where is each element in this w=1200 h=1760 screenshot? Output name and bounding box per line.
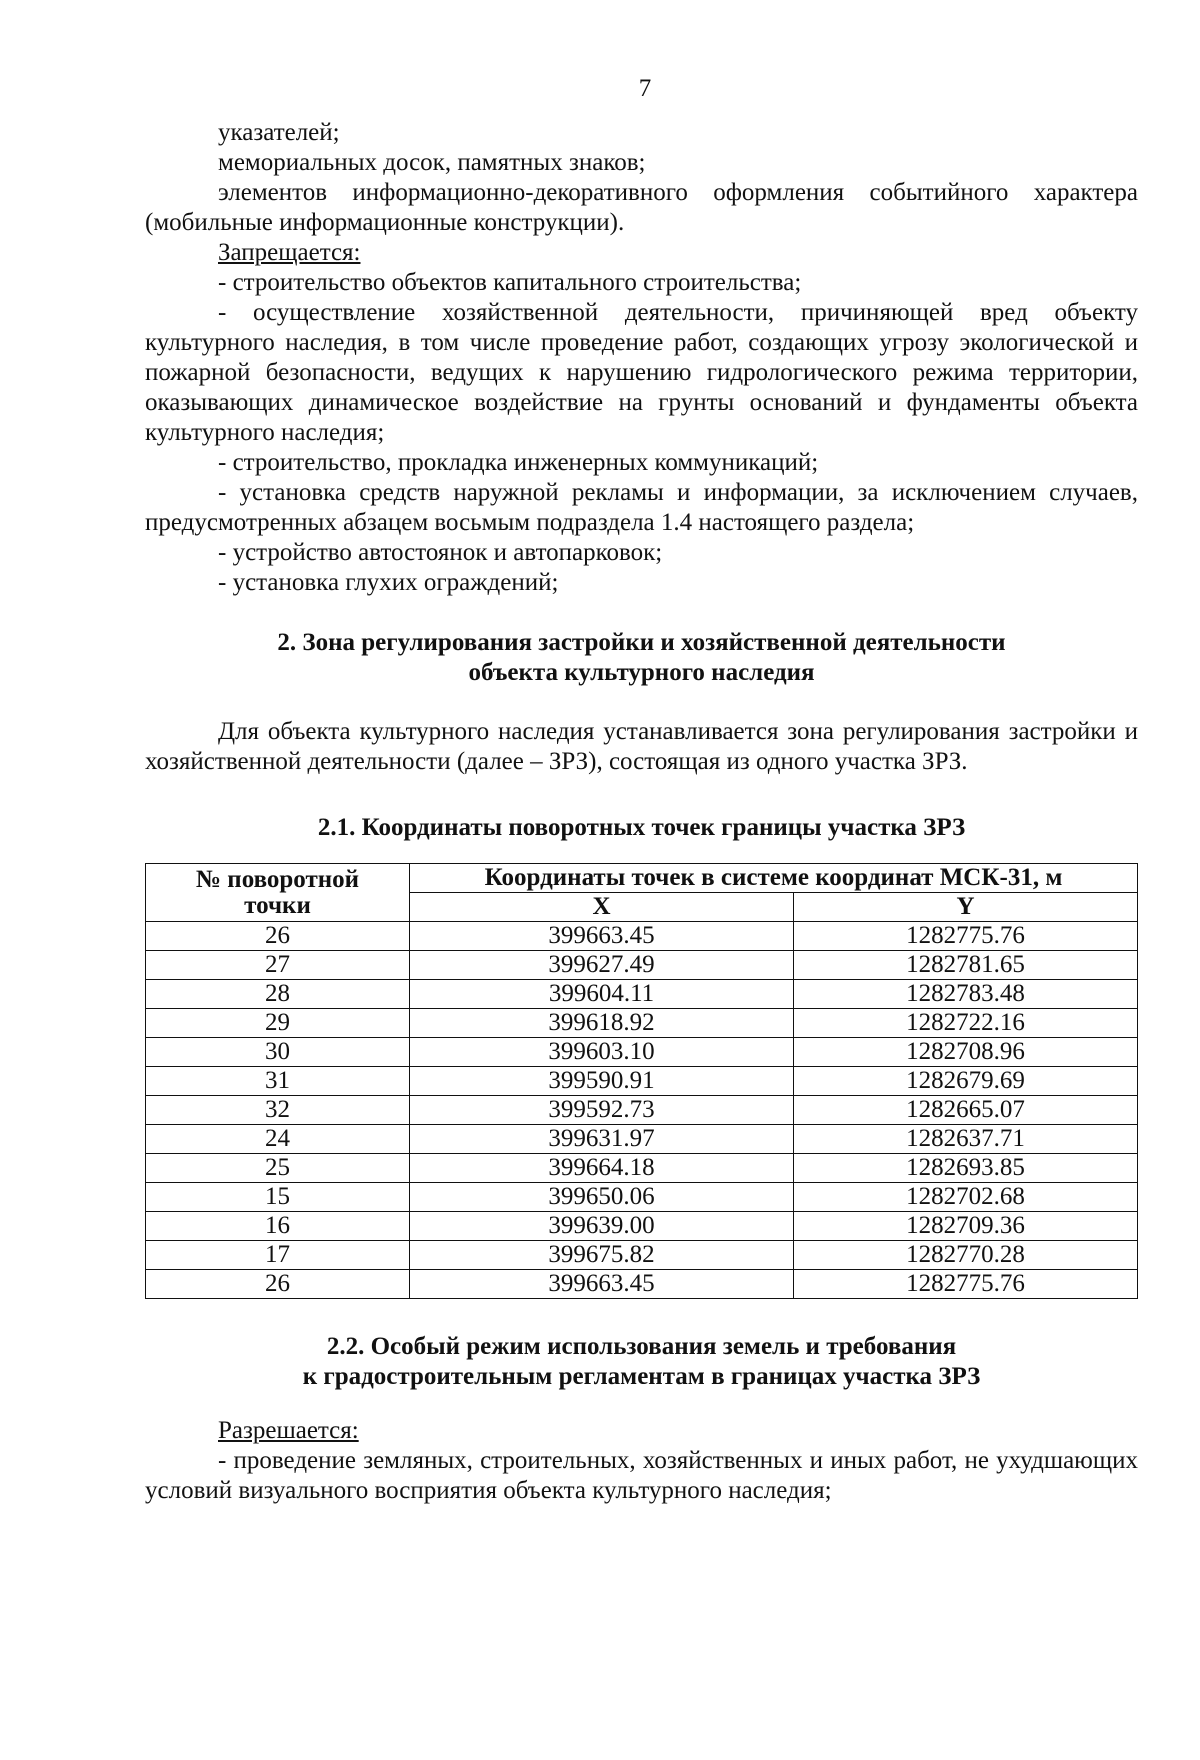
section-2-2-heading-line2: к градостроительным регламентам в границах участка ЗРЗ [302,1363,981,1390]
table-row [146,1241,1138,1270]
cell-x: 399631.97 [410,1125,794,1154]
header-point-number [146,864,410,922]
section-2-heading-line1: 2. Зона регулирования застройки и хозяйственной деятельности [277,629,1006,656]
header-x: X [410,893,794,922]
table-row [146,1067,1138,1096]
cell-x: 399627.49 [410,951,794,980]
cell-point: 27 [146,951,410,980]
cell-y: 1282665.07 [794,1096,1138,1125]
cell-y: 1282702.68 [794,1183,1138,1212]
cell-point: 16 [146,1212,410,1241]
table-row [146,1038,1138,1067]
prohibited-item: - осуществление хозяйственной деятельности, причиняющей вред объекту культурного наследия, в том числе проведение работ, создающих угрозу экологической и пожарной безопасности, ведущих к нарушению гидрологического режима территории, оказывающих динамическое воздействие на грунты оснований и фундаменты объекта культурного наследия; [145,299,1138,446]
table-row [146,1009,1138,1038]
cell-point: 29 [146,1009,410,1038]
document-body [145,118,1138,1506]
prohibited-item: - установка глухих ограждений; [218,569,559,596]
header-coordinates: Координаты точек в системе координат МСК-31, м [410,864,1138,893]
list-item: мемориальных досок, памятных знаков; [218,149,646,176]
section-2-heading [145,628,1138,688]
page-number: 7 [638,75,652,102]
cell-x: 399663.45 [410,922,794,951]
cell-x: 399650.06 [410,1183,794,1212]
cell-y: 1282693.85 [794,1154,1138,1183]
section-2-heading-line2: объекта культурного наследия [468,659,815,686]
cell-x: 399603.10 [410,1038,794,1067]
cell-x: 399592.73 [410,1096,794,1125]
cell-point: 17 [146,1241,410,1270]
cell-y: 1282637.71 [794,1125,1138,1154]
cell-y: 1282722.16 [794,1009,1138,1038]
cell-x: 399590.91 [410,1067,794,1096]
header-y: Y [794,893,1138,922]
allowed-item: - проведение земляных, строительных, хозяйственных и иных работ, не ухудшающих условий визуального восприятия объекта культурного наследия; [145,1447,1138,1504]
header-point-line2: точки [244,891,311,919]
table-header-row [146,864,1138,893]
cell-point: 28 [146,980,410,1009]
section-2-2-heading [145,1332,1138,1392]
cell-point: 31 [146,1067,410,1096]
cell-point: 24 [146,1125,410,1154]
table-row [146,1183,1138,1212]
cell-y: 1282770.28 [794,1241,1138,1270]
cell-point: 26 [146,922,410,951]
cell-y: 1282709.36 [794,1212,1138,1241]
table-row [146,1096,1138,1125]
cell-y: 1282781.65 [794,951,1138,980]
coordinates-table [145,863,1138,1299]
cell-point: 26 [146,1270,410,1299]
table-row [146,1212,1138,1241]
cell-point: 30 [146,1038,410,1067]
prohibited-item: - строительство, прокладка инженерных коммуникаций; [218,449,819,476]
cell-x: 399663.45 [410,1270,794,1299]
cell-x: 399604.11 [410,980,794,1009]
cell-y: 1282679.69 [794,1067,1138,1096]
table-row [146,1270,1138,1299]
list-item: элементов информационно-декоративного оформления событийного характера (мобильные информационные конструкции). [145,179,1138,236]
cell-point: 32 [146,1096,410,1125]
prohibited-item: - установка средств наружной рекламы и информации, за исключением случаев, предусмотренных абзацем восьмым подраздела 1.4 настоящего раздела; [145,479,1138,536]
table-row [146,1125,1138,1154]
table-row [146,980,1138,1009]
prohibited-title-text: Запрещается: [218,239,361,266]
header-point-line1: № поворотной [195,865,360,893]
section-2-intro: Для объекта культурного наследия устанавливается зона регулирования застройки и хозяйственной деятельности (далее – ЗРЗ), состоящая из одного участка ЗРЗ. [145,718,1138,775]
cell-point: 15 [146,1183,410,1212]
section-2-2-heading-line1: 2.2. Особый режим использования земель и требования [326,1333,957,1360]
table-row [146,922,1138,951]
cell-x: 399618.92 [410,1009,794,1038]
cell-x: 399675.82 [410,1241,794,1270]
prohibited-item: - строительство объектов капитального строительства; [218,269,802,296]
allowed-title [145,1416,1138,1446]
table-row [146,1154,1138,1183]
cell-y: 1282775.76 [794,922,1138,951]
cell-y: 1282783.48 [794,980,1138,1009]
prohibited-title [145,238,1138,268]
cell-x: 399664.18 [410,1154,794,1183]
table-row [146,951,1138,980]
list-item: указателей; [218,119,340,146]
cell-y: 1282708.96 [794,1038,1138,1067]
cell-point: 25 [146,1154,410,1183]
prohibited-item: - устройство автостоянок и автопарковок; [218,539,663,566]
allowed-title-text: Разрешается: [218,1417,359,1444]
cell-y: 1282775.76 [794,1270,1138,1299]
section-2-1-heading: 2.1. Координаты поворотных точек границы участка ЗРЗ [317,814,966,841]
cell-x: 399639.00 [410,1212,794,1241]
